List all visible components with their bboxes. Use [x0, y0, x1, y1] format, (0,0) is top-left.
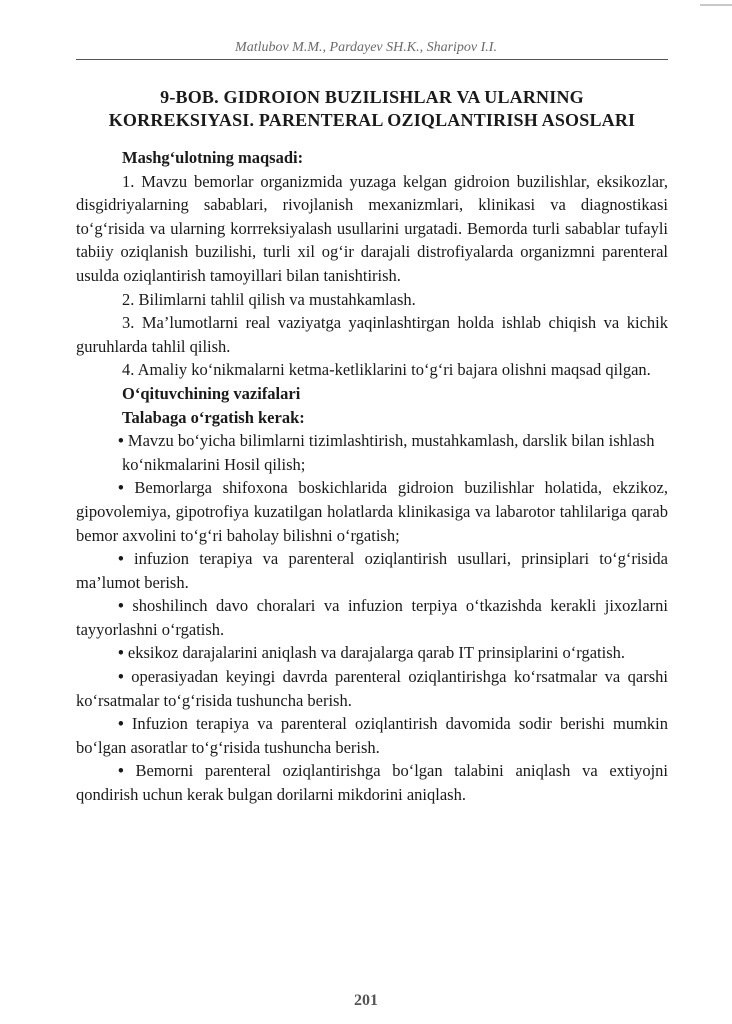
task-item-8: [76, 759, 668, 806]
goal-item-3: 3. Ma’lumotlarni real vaziyatga yaqinlashtirgan holda ishlab chiqish va kichik guruhlarda tahlil qilish.: [76, 313, 668, 356]
bullet-icon: •: [118, 761, 124, 781]
task-item-6: [76, 665, 668, 712]
task-text-5: eksikoz darajalarini aniqlash va darajalarga qarab IT prinsiplarini o‘rgatish.: [127, 643, 626, 663]
scan-corner-mark: [700, 4, 732, 6]
task-item-1: [76, 429, 668, 453]
goal-item-1: 1. Mavzu bemorlar organizmida yuzaga kelgan gidroion buzilishlar, eksikozlar, disgidriyalarning sabablari, rivojlanish mexanizmlari, klinikasi va diagnostikasi to‘g‘risida va ularning korrreksiyalash usullarini urgatadi. Bemorda turli sabablar tufayli tabiiy oziqlanish buzilishi, turli xil og‘ir darajali distrofiyalarda organizmni parenteral usulda oziqlantirish tamoyillari bilan tanishtirish.: [76, 171, 668, 285]
bullet-icon: •: [118, 643, 124, 663]
task-text-3: infuzion terapiya va parenteral oziqlantirish usullari, prinsiplari to‘g‘risida ma’lumot berish.: [76, 549, 668, 592]
task-text-8: Bemorni parenteral oziqlantirishga bo‘lgan talabini aniqlash va extiyojni qondirish uchun kerak bulgan dorilarni mikdorini aniqlash.: [76, 761, 669, 805]
task-item-5: [76, 641, 668, 665]
task-text-6: operasiyadan keyingi davrda parenteral oziqlantirishga ko‘rsatmalar va qarshi ko‘rsatmalar to‘g‘risida tushuncha berish.: [76, 667, 668, 710]
task-text-1: Mavzu bo‘yicha bilimlarni tizimlashtirish, mustahkamlash, darslik bilan ishlash: [127, 431, 655, 451]
running-header: Matlubov M.M., Pardayev SH.K., Sharipov I.I.: [235, 40, 497, 55]
student-heading: Talabaga o‘rgatish kerak:: [122, 407, 305, 427]
task-item-4: [76, 594, 668, 641]
task-item-2: [76, 476, 668, 547]
bullet-icon: •: [118, 667, 124, 687]
bullet-icon: •: [118, 549, 124, 569]
header-rule: [76, 59, 668, 60]
bullet-icon: •: [118, 431, 124, 451]
goal-heading: Mashg‘ulotning maqsadi:: [122, 148, 304, 167]
task-item-7: [76, 712, 668, 759]
bullet-icon: •: [118, 596, 124, 616]
bullet-icon: •: [118, 478, 124, 498]
task-text-4: shoshilinch davo choralari va infuzion terpiya o‘tkazishda kerakli jixozlarni tayyorlashni o‘rgatish.: [76, 596, 668, 639]
task-text-2: Bemorlarga shifoxona boskichlarida gidroion buzilishlar holatida, ekzikoz, gipovolemiya, gipotrofiya kuzatilgan holatlarda klinikasiga va labarotor tahlilariga qarab bemor axvolini to‘g‘ri baholay bilishni o‘rgatish;: [76, 478, 669, 545]
task-text-7: Infuzion terapiya va parenteral oziqlantirish davomida sodir berishi mumkin bo‘lgan asoratlar to‘g‘risida tushuncha berish.: [76, 714, 669, 757]
chapter-title-line-2: KORREKSIYASI. PARENTERAL OZIQLANTIRISH ASOSLARI: [108, 110, 636, 130]
page-number: 201: [354, 992, 378, 1009]
goal-item-2: 2. Bilimlarni tahlil qilish va mustahkamlash.: [122, 289, 416, 309]
task-item-3: [76, 547, 668, 594]
chapter-title: [76, 86, 668, 132]
skill-line: ko‘nikmalarini Hosil qilish;: [122, 454, 306, 474]
teacher-heading: O‘qituvchining vazifalari: [122, 383, 301, 403]
chapter-title-line-1: 9-BOB. GIDROION BUZILISHLAR VA ULARNING: [160, 87, 584, 107]
main-content: [76, 146, 668, 807]
bullet-icon: •: [118, 714, 124, 734]
goal-item-4: 4. Amaliy ko‘nikmalarni ketma-ketliklarini to‘g‘ri bajara olishni maqsad qilgan.: [122, 360, 651, 380]
